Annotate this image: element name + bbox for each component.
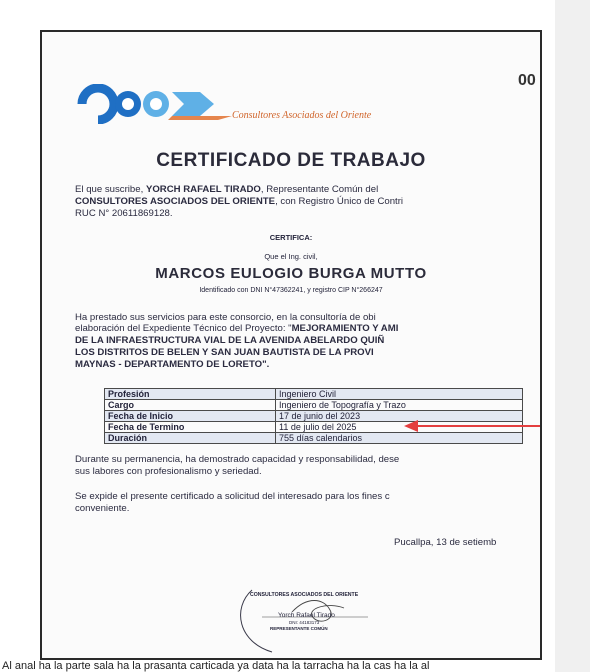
signature-firm: CONSULTORES ASOCIADOS DEL ORIENTE [250, 592, 359, 598]
certificate-document [40, 30, 542, 660]
services-line-4: LOS DISTRITOS DE BELEN Y SAN JUAN BAUTISTA DE LA PROVI [75, 347, 374, 358]
table-row [105, 433, 523, 444]
services-line-2: elaboración del Expediente Técnico del Proyecto: "MEJORAMIENTO Y AMI [75, 323, 399, 334]
table-row [105, 400, 523, 411]
details-table [104, 388, 523, 444]
permanence-line-1: Durante su permanencia, ha demostrado capacidad y responsabilidad, dese [75, 454, 400, 465]
services-line-3: DE LA INFRAESTRUCTURA VIAL DE LA AVENIDA ABELARDO QUIÑ [75, 335, 385, 346]
certificate-title: CERTIFICADO DE TRABAJO [156, 150, 426, 171]
signature-role: REPRESENTANTE COMÚN [270, 626, 328, 631]
detail-label: Duración [105, 433, 276, 444]
signature-name: Yorch Rafael Tirado [278, 612, 335, 619]
intro-line-3: RUC N° 20611869128. [75, 208, 173, 219]
expide-line-1: Se expide el presente certificado a solicitud del interesado para los fines c [75, 491, 390, 502]
detail-value: 11 de julio del 2025 [276, 422, 523, 433]
expide-line-2: conveniente. [75, 503, 130, 514]
company-name: CONSULTORES ASOCIADOS DEL ORIENTE [75, 196, 276, 207]
page-caption: Al anal ha la parte sala ha la prasanta carticada ya data ha la tarracha ha la cas ha la al [2, 660, 430, 672]
detail-value: Ingeniero Civil [276, 389, 523, 400]
intro-line-1: El que suscribe, YORCH RAFAEL TIRADO, Representante Común del [75, 184, 379, 195]
viewer-right-margin [555, 0, 590, 672]
detail-label: Fecha de Termino [105, 422, 276, 433]
detail-value: Ingeniero de Topografía y Trazo [276, 400, 523, 411]
detail-label: Fecha de Inicio [105, 411, 276, 422]
certifica-heading: CERTIFICA: [269, 233, 313, 242]
table-row [105, 389, 523, 400]
company-logo-icon [72, 84, 242, 124]
signer-name: YORCH RAFAEL TIRADO [145, 184, 261, 195]
person-name: MARCOS EULOGIO BURGA MUTTO [155, 265, 427, 282]
services-line-1: Ha prestado sus servicios para este consorcio, en la consultoría de obi [75, 312, 376, 323]
place-date: Pucallpa, 13 de setiemb [394, 537, 497, 548]
que-el-line: Que el Ing. civil, [264, 252, 318, 261]
intro-line-2: CONSULTORES ASOCIADOS DEL ORIENTE, con Registro Único de Contri [75, 196, 404, 207]
detail-value: 755 días calendarios [276, 433, 523, 444]
document-number: 00 [518, 72, 536, 89]
services-line-5: MAYNAS - DEPARTAMENTO DE LORETO". [75, 359, 270, 370]
red-arrow-icon [402, 419, 542, 433]
detail-value: 17 de junio del 2023 [276, 411, 523, 422]
detail-label: Cargo [105, 400, 276, 411]
permanence-line-2: sus labores con profesionalismo y seriedad. [75, 466, 262, 477]
signature-dni: DNI: 44183173 [289, 620, 320, 625]
detail-label: Profesión [105, 389, 276, 400]
identification-line: Identificado con DNI N°47362241, y registro CIP N°266247 [199, 287, 383, 294]
company-logo-text: Consultores Asociados del Oriente [232, 110, 372, 121]
